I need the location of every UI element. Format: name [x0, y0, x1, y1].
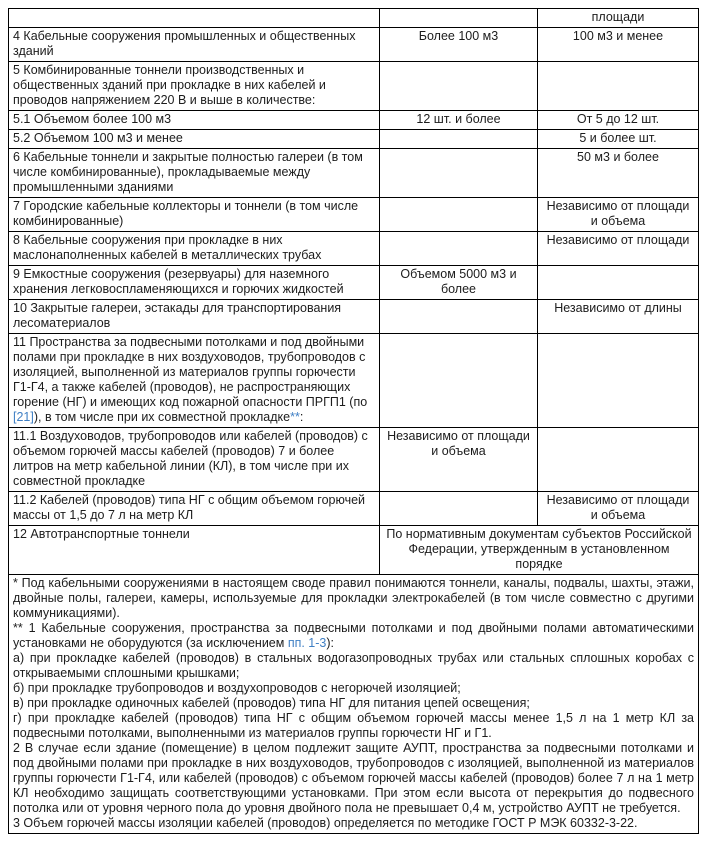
- area-cell: [538, 62, 699, 111]
- area-cell: площади: [538, 9, 699, 28]
- area-cell: Независимо от площади и объема: [538, 492, 699, 526]
- points-1-3-link[interactable]: пп. 1-3: [287, 636, 327, 650]
- row-11-text: ), в том числе при их совместной прокладке: [33, 410, 291, 424]
- area-cell: [538, 334, 699, 428]
- object-cell: 8 Кабельные сооружения при прокладке в них маслонаполненных кабелей в металлических трубах: [9, 232, 380, 266]
- footnote-double-asterisk-1: [13, 621, 694, 651]
- footnotes-cell: [9, 575, 699, 834]
- area-cell: [538, 266, 699, 300]
- object-cell: [9, 334, 380, 428]
- area-cell: Независимо от площади: [538, 232, 699, 266]
- footnote-3: 3 Объем горючей массы изоляции кабелей (проводов) определяется по методике ГОСТ Р МЭК 60332-3-22.: [13, 816, 638, 830]
- area-cell: 50 м3 и более: [538, 149, 699, 198]
- object-cell: 11.2 Кабелей (проводов) типа НГ с общим объемом горючей массы от 1,5 до 7 л на метр КЛ: [9, 492, 380, 526]
- footnote-item-a: а) при прокладке кабелей (проводов) в стальных водогазопроводных трубах или стальных сплошных коробах с открываемыми сплошными крышками;: [13, 651, 694, 680]
- table-row-12: [9, 526, 699, 575]
- object-cell: 9 Емкостные сооружения (резервуары) для наземного хранения легковоспламеняющихся и горючих жидкостей: [9, 266, 380, 300]
- merged-volume-area-cell: По нормативным документам субъектов Российской Федерации, утвержденным в установленном порядке: [380, 526, 699, 575]
- object-cell: 12 Автотранспортные тоннели: [9, 526, 380, 575]
- area-cell: 5 и более шт.: [538, 130, 699, 149]
- volume-cell: [380, 198, 538, 232]
- table-row-6: [9, 149, 699, 198]
- object-cell: [9, 9, 380, 28]
- footnote-asterisk: * Под кабельными сооружениями в настоящем своде правил понимаются тоннели, каналы, подвалы, шахты, этажи, двойные полы, галереи, камеры, используемые для прокладки электрокабелей (в том числе совместно с другими коммуникациями).: [13, 576, 694, 620]
- table-row-7: [9, 198, 699, 232]
- row-11-text: 11 Пространства за подвесными потолками и под двойными полами при прокладке в них воздуховодов, трубопроводов с изоляцией, выполненной из материалов группы горючести Г1-Г4, а также кабелей (проводов), не распространяющих горение (НГ) и имеющих код пожарной опасности ПРГП1 (по: [13, 335, 368, 409]
- row-11-text: :: [299, 410, 304, 424]
- object-cell: 11.1 Воздуховодов, трубопроводов или кабелей (проводов) с объемом горючей массы кабелей (проводов) 7 и более литров на метр кабельной линии (КЛ), в том числе при их совместной прокладке: [9, 428, 380, 492]
- fire-protection-criteria-table: [8, 8, 699, 834]
- table-row-8: [9, 232, 699, 266]
- footnote-marker-link[interactable]: **: [290, 410, 300, 424]
- object-cell: 5 Комбинированные тоннели производственных и общественных зданий при прокладке в них кабелей и проводов напряжением 220 В и выше в количестве:: [9, 62, 380, 111]
- table-row-4: [9, 28, 699, 62]
- object-cell: 7 Городские кабельные коллекторы и тоннели (в том числе комбинированные): [9, 198, 380, 232]
- table-row-5-2: [9, 130, 699, 149]
- volume-cell: Объемом 5000 м3 и более: [380, 266, 538, 300]
- footnote-text: ** 1 Кабельные сооружения, пространства за подвесными потолками и под двойными полами автоматическими установками не оборудуются (за исключением: [13, 621, 694, 650]
- area-cell: От 5 до 12 шт.: [538, 111, 699, 130]
- area-cell: Независимо от площади и объема: [538, 198, 699, 232]
- table-row-5: [9, 62, 699, 111]
- volume-cell: [380, 62, 538, 111]
- table-row-11-1: [9, 428, 699, 492]
- table-row-header-continuation: [9, 9, 699, 28]
- footnote-text: ):: [326, 636, 335, 650]
- volume-cell: [380, 9, 538, 28]
- object-cell: 10 Закрытые галереи, эстакады для транспортирования лесоматериалов: [9, 300, 380, 334]
- volume-cell: [380, 130, 538, 149]
- footnote-item-g: г) при прокладке кабелей (проводов) типа НГ с общим объемом горючей массы менее 1,5 л на 1 метр КЛ за подвесными потолками, выполненными из материалов группы горючести НГ и Г1.: [13, 711, 694, 740]
- object-cell: 5.1 Объемом более 100 м3: [9, 111, 380, 130]
- volume-cell: 12 шт. и более: [380, 111, 538, 130]
- table-row-5-1: [9, 111, 699, 130]
- reference-21-link[interactable]: [21]: [13, 410, 34, 424]
- table-row-11-2: [9, 492, 699, 526]
- volume-cell: [380, 334, 538, 428]
- table-row-9: [9, 266, 699, 300]
- volume-cell: [380, 232, 538, 266]
- footnote-item-v: в) при прокладке одиночных кабелей (проводов) типа НГ для питания цепей освещения;: [13, 696, 530, 710]
- area-cell: Независимо от длины: [538, 300, 699, 334]
- table-row-10: [9, 300, 699, 334]
- object-cell: 6 Кабельные тоннели и закрытые полностью галереи (в том числе комбинированные), прокладываемые между промышленными зданиями: [9, 149, 380, 198]
- volume-cell: [380, 492, 538, 526]
- footnote-2: 2 В случае если здание (помещение) в целом подлежит защите АУПТ, пространства за подвесными потолками и под двойными полами при прокладке в них воздуховодов, трубопроводов с изоляцией, выполненной из материалов группы горючести Г1-Г4, или кабелей (проводов) с объемом горючей массы кабелей (проводов) более 7 л на 1 метр КЛ необходимо защищать соответствующими установками. При этом если высота от перекрытия до подвесного потолка или от уровня черного пола до уровня двойного пола не превышает 0,4 м, устройство АУПТ не требуется.: [13, 741, 694, 815]
- area-cell: 100 м3 и менее: [538, 28, 699, 62]
- volume-cell: Независимо от площади и объема: [380, 428, 538, 492]
- table-footnotes-row: [9, 575, 699, 834]
- object-cell: 5.2 Объемом 100 м3 и менее: [9, 130, 380, 149]
- object-cell: 4 Кабельные сооружения промышленных и общественных зданий: [9, 28, 380, 62]
- footnote-item-b: б) при прокладке трубопроводов и воздухопроводов с негорючей изоляцией;: [13, 681, 461, 695]
- volume-cell: Более 100 м3: [380, 28, 538, 62]
- volume-cell: [380, 149, 538, 198]
- table-row-11: [9, 334, 699, 428]
- volume-cell: [380, 300, 538, 334]
- area-cell: [538, 428, 699, 492]
